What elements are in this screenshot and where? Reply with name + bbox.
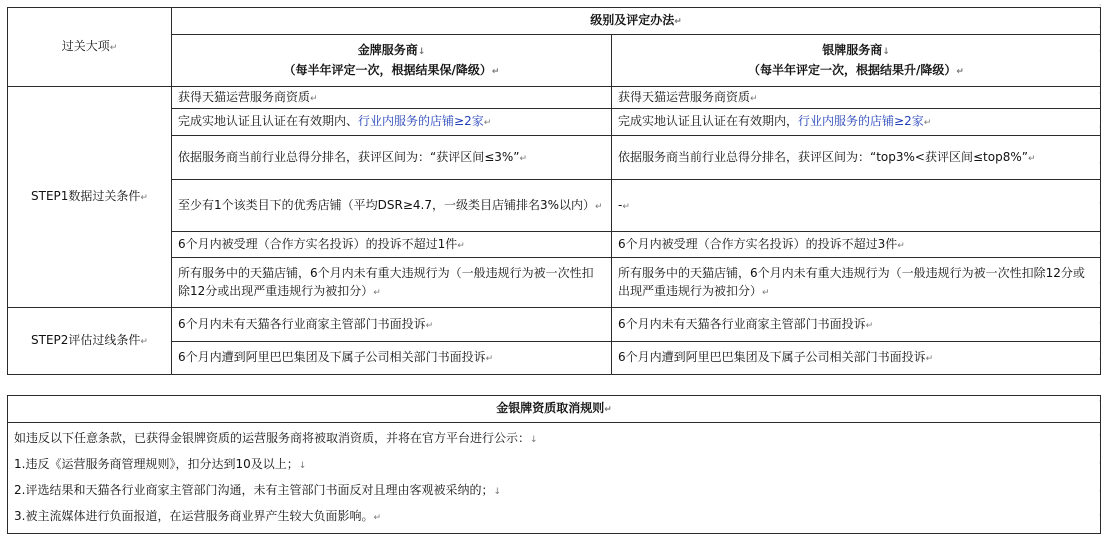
cancel-rules-table [7, 395, 1101, 534]
cancel-rules-title: 金银牌资质取消规则↵ [8, 396, 1101, 423]
silver-cell: 6个月内遭到阿里巴巴集团及下属子公司相关部门书面投诉↵ [612, 342, 1101, 375]
gold-cell: 6个月内未有天猫各行业商家主管部门书面投诉↵ [172, 308, 612, 342]
silver-cell: 获得天猫运营服务商资质↵ [612, 87, 1101, 109]
gold-cell: 依据服务商当前行业总得分排名，获评区间为：“获评区间≤3%”↵ [172, 136, 612, 180]
header-gold: 金牌服务商↓ （每半年评定一次，根据结果保/降级）↵ [172, 35, 612, 87]
table-row [8, 308, 1101, 342]
table-row [8, 136, 1101, 180]
cancel-rules-body [8, 423, 1101, 534]
gold-cell: 6个月内遭到阿里巴巴集团及下属子公司相关部门书面投诉↵ [172, 342, 612, 375]
silver-cell: 6个月内被受理（合作方实名投诉）的投诉不超过3件↵ [612, 232, 1101, 258]
table-row [8, 109, 1101, 136]
silver-cell: -↵ [612, 180, 1101, 232]
silver-cell: 6个月内未有天猫各行业商家主管部门书面投诉↵ [612, 308, 1101, 342]
cancel-item: 3.被主流媒体进行负面报道，在运营服务商业界产生较大负面影响。↵ [14, 509, 381, 523]
gold-cell: 至少有1个该类目下的优秀店铺（平均DSR≥4.7，一级类目店铺排名3%以内）↵ [172, 180, 612, 232]
gold-cell: 6个月内被受理（合作方实名投诉）的投诉不超过1件↵ [172, 232, 612, 258]
cancel-item: 2.评选结果和天猫各行业商家主管部门沟通，未有主管部门书面反对且理由客观被采纳的；↓ [14, 483, 501, 497]
step1-label: STEP1数据过关条件↵ [8, 87, 172, 308]
gold-cell: 完成实地认证且认证在有效期内、行业内服务的店铺≥2家↵ [172, 109, 612, 136]
gold-cell: 所有服务中的天猫店铺，6个月内未有重大违规行为（一般违规行为被一次性扣除12分或出现严重违规行为被扣分）↵ [172, 258, 612, 308]
silver-cell: 依据服务商当前行业总得分排名，获评区间为：“top3%<获评区间≤top8%”↵ [612, 136, 1101, 180]
table-row [8, 180, 1101, 232]
step2-label: STEP2评估过线条件↵ [8, 308, 172, 375]
silver-cell: 所有服务中的天猫店铺，6个月内未有重大违规行为（一般违规行为被一次性扣除12分或出现严重违规行为被扣分）↵ [612, 258, 1101, 308]
header-silver: 银牌服务商↓ （每半年评定一次，根据结果升/降级）↵ [612, 35, 1101, 87]
header-level-method: 级别及评定办法↵ [172, 8, 1101, 35]
silver-cell: 完成实地认证且认证在有效期内，行业内服务的店铺≥2家↵ [612, 109, 1101, 136]
table-row [8, 342, 1101, 375]
header-major-item: 过关大项↵ [8, 8, 172, 87]
gold-cell: 获得天猫运营服务商资质↵ [172, 87, 612, 109]
table-row [8, 258, 1101, 308]
cancel-item: 1.违反《运营服务商管理规则》，扣分达到10及以上；↓ [14, 457, 307, 471]
table-row [8, 232, 1101, 258]
cancel-intro: 如违反以下任意条款，已获得金银牌资质的运营服务商将被取消资质，并将在官方平台进行公示：↓ [14, 431, 538, 445]
table-row [8, 87, 1101, 109]
margin-marks: · · · · · · · · · · · · · · · · [1098, 1, 1102, 521]
criteria-table [7, 7, 1101, 375]
